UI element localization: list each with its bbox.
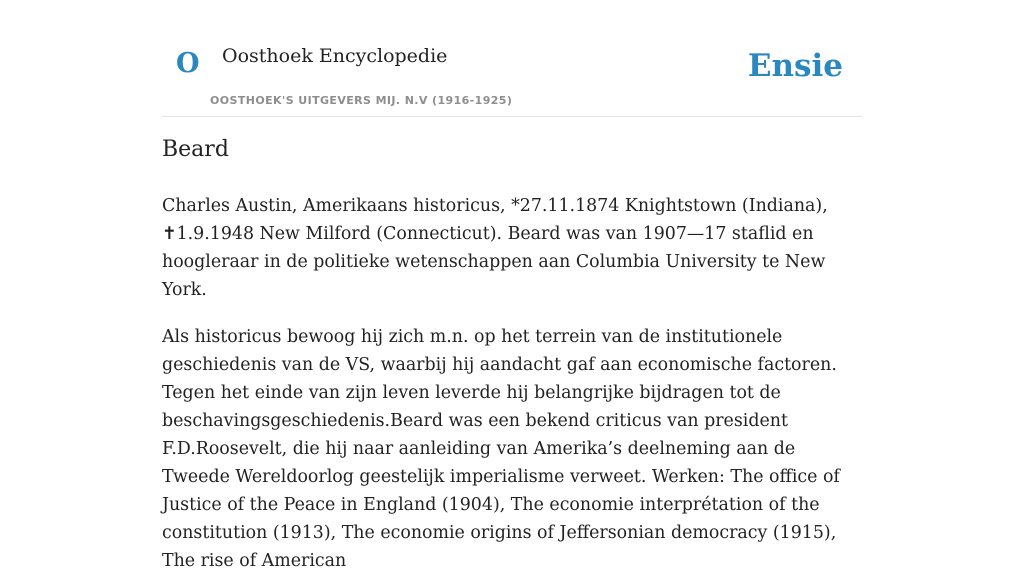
- site-logo[interactable]: O: [176, 48, 200, 79]
- article: [162, 136, 862, 575]
- site-header: [162, 0, 862, 117]
- brand-link[interactable]: Ensie: [747, 48, 843, 84]
- site-subtitle: OOSTHOEK'S UITGEVERS MIJ. N.V (1916-1925): [210, 94, 513, 107]
- article-title: Beard: [162, 137, 229, 162]
- article-paragraph: Als historicus bewoog hij zich m.n. op het terrein van de institutionele geschiedenis van de VS, waarbij hij aandacht gaf aan economische factoren. Tegen het einde van zijn leven leverde hij belangrijke bijdragen tot de beschavingsgeschiedenis.Beard was een bekend criticus van president F.D.Roosevelt, die hij naar aanleiding van Amerika’s deelneming aan de Tweede Wereldoorlog geestelijk imperialisme verweet. Werken: The office of Justice of the Peace in England (1904), The economie interprétation of the constitution (1913), The economie origins of Jeffersonian democracy (1915), The rise of American: [162, 326, 840, 571]
- article-paragraph: Charles Austin, Amerikaans historicus, *27.11.1874 Knightstown (Indiana), ✝1.9.1948 New Milford (Connecticut). Beard was van 1907—17 staflid en hoogleraar in de politieke wetenschappen aan Columbia University te New York.: [162, 195, 828, 300]
- site-title[interactable]: Oosthoek Encyclopedie: [222, 45, 448, 67]
